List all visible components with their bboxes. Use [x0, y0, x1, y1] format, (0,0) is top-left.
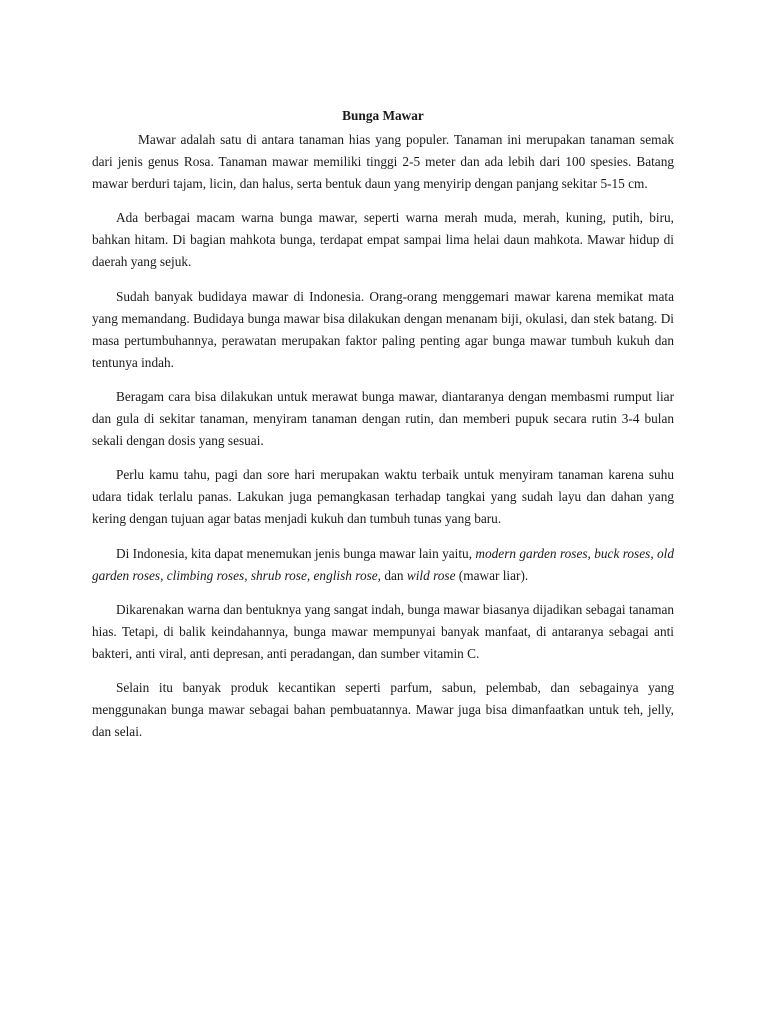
varieties-separator: ,	[244, 567, 251, 583]
variety-modern-garden-roses: modern garden roses	[475, 545, 588, 561]
document-title: Bunga Mawar	[342, 108, 424, 123]
varieties-separator: , dan	[377, 567, 407, 583]
varieties-intro: Di Indonesia, kita dapat menemukan jenis bunga mawar lain yaitu,	[116, 545, 476, 561]
varieties-separator: ,	[650, 545, 658, 561]
variety-buck-roses: buck roses	[594, 545, 651, 561]
paragraph-benefits: Dikarenakan warna dan bentuknya yang sangat indah, bunga mawar biasanya dijadikan sebagai tanaman hias. Tetapi, di balik keindahannya, bunga mawar mempunyai banyak manfaat, di antaranya sebagai anti bakteri, anti viral, anti depresan, anti peradangan, dan sumber vitamin C.	[92, 601, 674, 661]
varieties-separator: ,	[306, 567, 314, 583]
document-page	[92, 105, 674, 755]
variety-english-rose: english rose	[313, 567, 378, 583]
variety-old-garden-roses: old garden roses	[92, 545, 675, 583]
paragraph-products: Selain itu banyak produk kecantikan seperti parfum, sabun, pelembab, dan sebagainya yang menggunakan bunga mawar sebagai bahan pembuatannya. Mawar juga bisa dimanfaatkan untuk teh, jelly, dan selai.	[92, 679, 674, 740]
paragraph-intro: Mawar adalah satu di antara tanaman hias yang populer. Tanaman ini merupakan tanaman semak dari jenis genus Rosa. Tanaman mawar memiliki tinggi 2-5 meter dan ada lebih dari 100 spesies. Batang mawar berduri tajam, licin, dan halus, serta bentuk daun yang menyirip dengan panjang sekitar 5-15 cm.	[92, 132, 674, 192]
paragraph-colors: Ada berbagai macam warna bunga mawar, seperti warna merah muda, merah, kuning, putih, biru, bahkan hitam. Di bagian mahkota bunga, terdapat empat sampai lima helai daun mahkota. Mawar hidup di daerah yang sejuk.	[92, 210, 674, 270]
variety-wild-rose: wild rose	[406, 567, 456, 583]
variety-shrub-rose: shrub rose	[250, 567, 307, 583]
varieties-separator: ,	[160, 567, 167, 583]
varieties-separator: ,	[587, 545, 595, 561]
variety-climbing-roses: climbing roses	[166, 567, 245, 583]
paragraph-varieties	[92, 543, 674, 587]
paragraph-cultivation: Sudah banyak budidaya mawar di Indonesia. Orang-orang menggemari mawar karena memikat mata yang memandang. Budidaya bunga mawar bisa dilakukan dengan menanam biji, okulasi, dan stek batang. Di masa pertumbuhannya, perawatan merupakan faktor paling penting agar bunga mawar tumbuh kukuh dan tentunya indah.	[92, 288, 674, 370]
paragraph-care: Beragam cara bisa dilakukan untuk merawat bunga mawar, diantaranya dengan membasmi rumput liar dan gula di sekitar tanaman, menyiram tanaman dengan rutin, dan memberi pupuk secara rutin 3-4 bulan sekali dengan dosis yang sesuai.	[92, 388, 674, 449]
varieties-outro: (mawar liar).	[455, 567, 529, 583]
paragraph-watering: Perlu kamu tahu, pagi dan sore hari merupakan waktu terbaik untuk menyiram tanaman karena suhu udara tidak terlalu panas. Lakukan juga pemangkasan terhadap tangkai yang sudah layu dan dahan yang kering dengan tujuan agar batas menjadi kukuh dan tumbuh tunas yang baru.	[92, 467, 674, 527]
